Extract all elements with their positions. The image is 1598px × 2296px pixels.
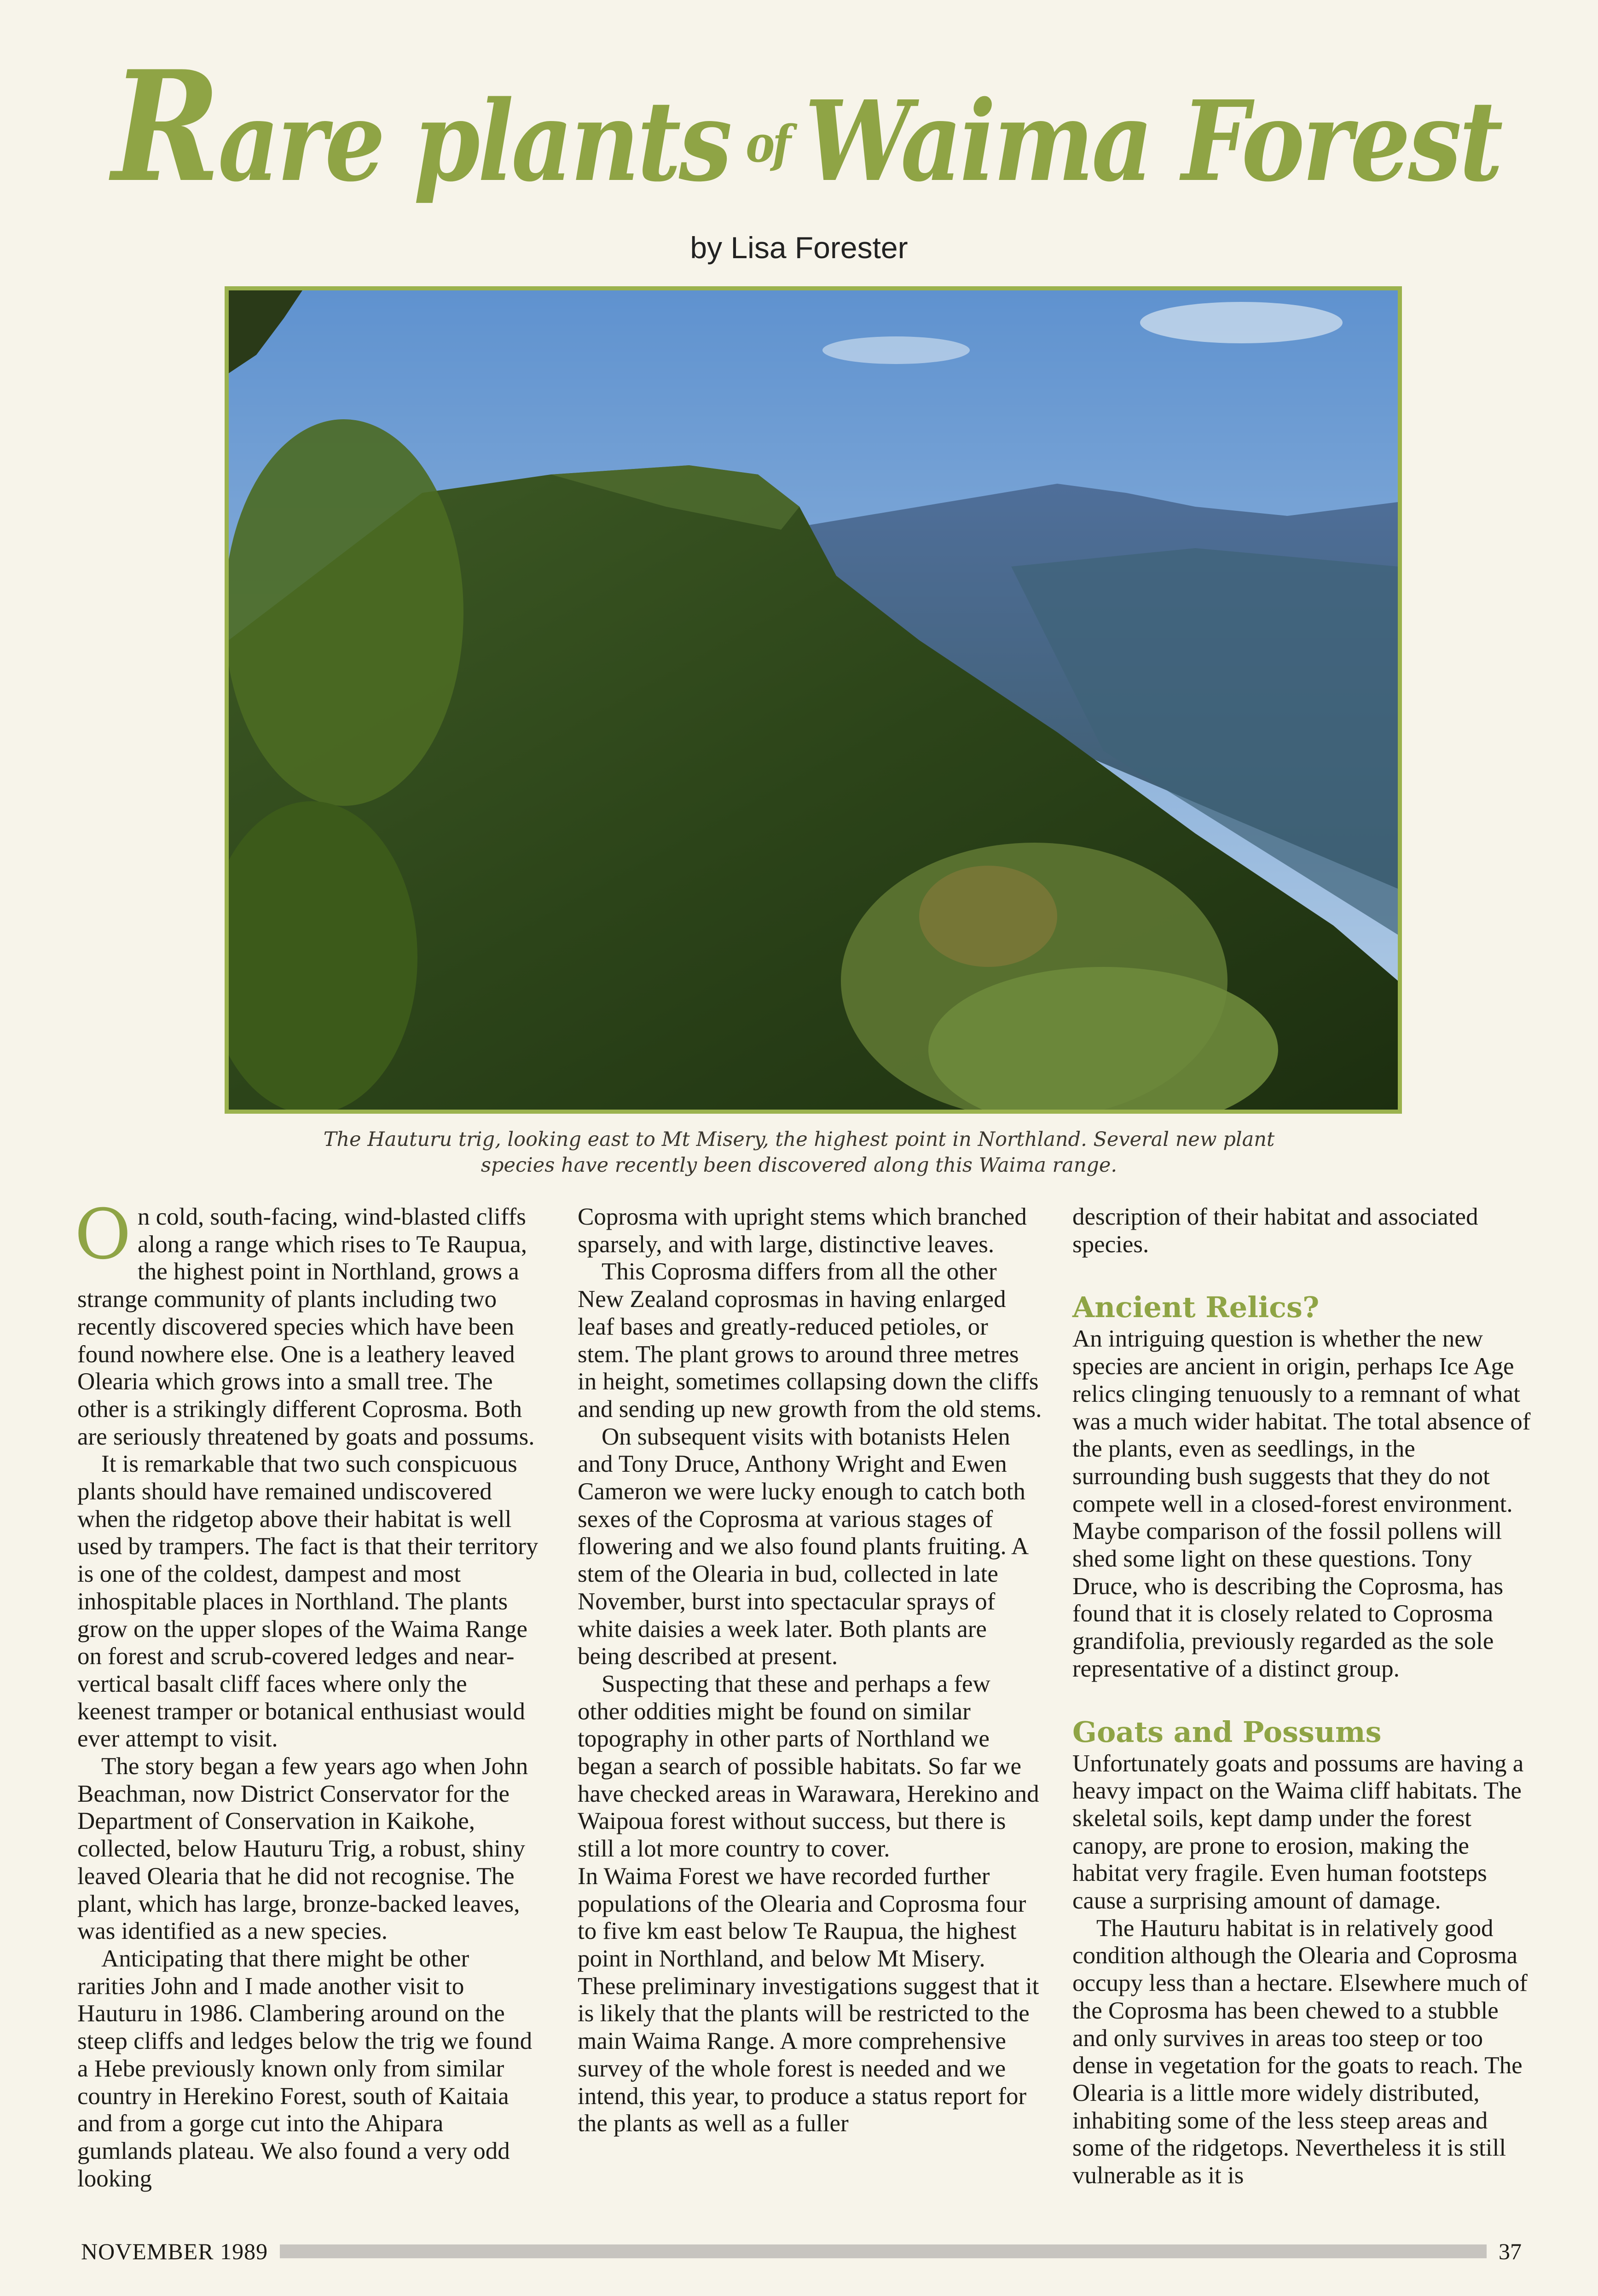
paragraph: The Hauturu habitat is in relatively good condition although the Olearia and Coprosma occupy less than a hectare. Elsewhere much of the Coprosma has been chewed to a stubble and only survives in areas too steep or too dense in vegetation for the goats to reach. The Olearia is a little more widely distributed, inhabiting some of the less steep areas and some of the ridgetops. Nevertheless it is still vulnerable as it is	[1072, 1914, 1528, 2189]
paragraph: Coprosma with upright stems which branched sparsely, and with large, distinctive leaves.	[578, 1203, 1027, 1258]
title-of: of	[746, 114, 789, 174]
title-part1: are plants	[218, 76, 730, 206]
paragraph: An intriguing question is whether the new species are ancient in origin, perhaps Ice Age relics clinging tenuously to a remnant of what was a much wider habitat. The total absence of the plants, even as seedlings, in the surrounding bush suggests that they do not compete well in a closed-forest environment. Maybe comparison of the fossil pollens will shed some light on these questions. Tony Druce, who is describing the Coprosma, has found that it is closely related to Coprosma grandifolia, previously regarded as the sole representative of a distinct group.	[1072, 1325, 1531, 1682]
article-column-2	[578, 1203, 1042, 2138]
paragraph: The story began a few years ago when John Beachman, now District Conservator for the Department of Conservation in Kaikohe, collected, below Hauturu Trig, a robust, shiny leaved Olearia that he did not recognise. The plant, which has large, bronze-backed leaves, was identified as a new species.	[77, 1753, 528, 1945]
paragraph	[75, 1195, 542, 1451]
page-footer	[81, 2233, 1522, 2270]
paragraph: On subsequent visits with botanists Helen and Tony Druce, Anthony Wright and Ewen Cameron we were lucky enough to catch both sexes of the Coprosma at various stages of flowering and we also found plants fruiting. A stem of the Olearia in bud, collected in late November, burst into spectacular sprays of white daisies a week later. Both plants are being described at present.	[578, 1423, 1028, 1670]
section-heading-goats-possums: Goats and Possums	[1072, 1715, 1382, 1749]
paragraph: description of their habitat and associated species.	[1072, 1203, 1478, 1258]
issue-date: NOVEMBER 1989	[81, 2238, 268, 2264]
paragraph: Unfortunately goats and possums are having a heavy impact on the Waima cliff habitats. The skeletal soils, kept damp under the forest canopy, are prone to erosion, making the habitat very fragile. Even human footsteps cause a surprising amount of damage.	[1072, 1750, 1524, 1914]
drop-cap: O	[75, 1195, 131, 1275]
title-initial: R	[112, 37, 218, 216]
mountain-photo	[225, 286, 1402, 1114]
footer-rule	[280, 2244, 1487, 2258]
paragraph: Suspecting that these and perhaps a few other oddities might be found on similar topography in other parts of Northland we began a search of possible habitats. So far we have checked areas in Warawara, Herekino and Waipoua forest without success, but there is still a lot more country to cover.	[578, 1670, 1039, 1862]
page-number: 37	[1499, 2238, 1522, 2264]
article-column-3	[1072, 1203, 1537, 2190]
landscape-icon	[229, 290, 1398, 1110]
byline: by Lisa Forester	[690, 231, 908, 265]
title-part2: Waima Forest	[805, 76, 1501, 206]
paragraph-text: n cold, south-facing, wind-blasted cliffs along a range which rises to Te Raupua, the highest point in Northland, grows a strange community of plants including two recently discovered species which have been found nowhere else. One is a leathery leaved Olearia which grows into a small tree. The other is a strikingly different Coprosma. Both are seriously threatened by goats and possums.	[77, 1203, 535, 1450]
paragraph: In Waima Forest we have recorded further populations of the Olearia and Coprosma four to five km east below Te Raupua, the highest point in Northland, and below Mt Misery. These preliminary investigations suggest that it is likely that the plants will be restricted to the main Waima Range. A more comprehensive survey of the whole forest is needed and we intend, this year, to produce a status report for the plants as well as a fuller	[578, 1862, 1039, 2137]
article-column-1	[75, 1195, 542, 2192]
paragraph: Anticipating that there might be other rarities John and I made another visit to Hauturu in 1986. Clambering around on the steep cliffs and ledges below the trig we found a Hebe previously known only from similar country in Herekino Forest, south of Kaitaia and from a gorge cut into the Ahipara gumlands plateau. We also found a very odd looking	[77, 1945, 533, 2192]
paragraph: This Coprosma differs from all the other New Zealand coprosmas in having enlarged leaf bases and greatly-reduced petioles, or stem. The plant grows to around three metres in height, sometimes collapsing down the cliffs and sending up new growth from the old stems.	[578, 1258, 1042, 1423]
article-title	[112, 37, 1501, 216]
section-heading-ancient-relics: Ancient Relics?	[1072, 1290, 1320, 1324]
paragraph: It is remarkable that two such conspicuous plants should have remained undiscovered when the ridgetop above their habitat is well used by trampers. The fact is that their territory is one of the coldest, dampest and most inhospitable places in Northland. The plants grow on the upper slopes of the Waima Range on forest and scrub-covered ledges and near-vertical basalt cliff faces where only the keenest tramper or botanical enthusiast would ever attempt to visit.	[77, 1451, 538, 1752]
photo-caption: The Hauturu trig, looking east to Mt Misery, the highest point in Northland. Several new plant species have recently been discovered along this Waima range.	[323, 1128, 1275, 1177]
